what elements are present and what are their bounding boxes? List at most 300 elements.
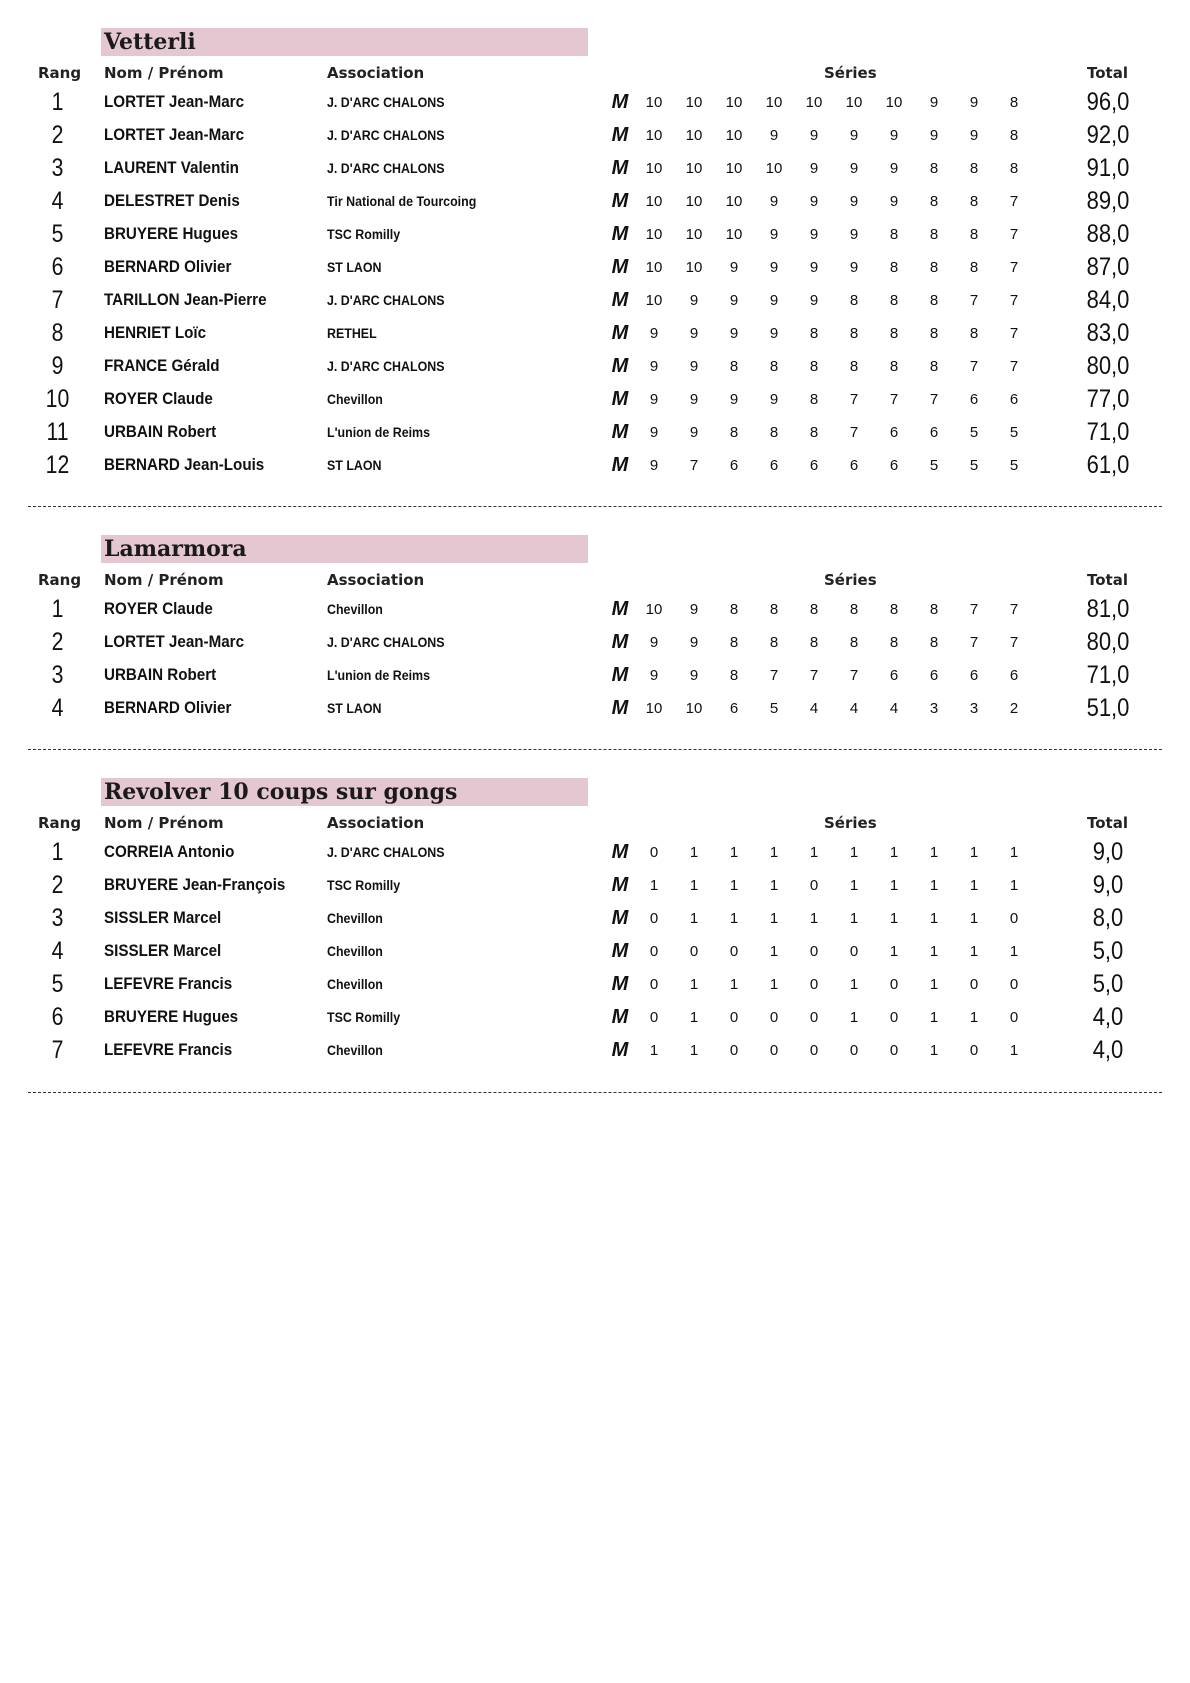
series-score: 8 [1009,127,1019,144]
total-cell: 87,0 [1086,253,1130,281]
series-score: 0 [1009,976,1019,993]
series-score: 1 [689,877,699,894]
header-rang: Rang [38,814,82,832]
shooter-name: HENRIET Loïc [104,324,207,342]
series-score: 1 [809,844,819,861]
series-score: 3 [969,700,979,717]
series-score: 8 [969,160,979,177]
series-score: 10 [645,127,663,144]
association-cell: L'union de Reims [327,668,431,683]
series-score: 10 [685,193,703,210]
rank-cell: 8 [51,319,64,347]
series-score: 1 [649,1042,659,1059]
category-cell: M [611,91,629,113]
series-score: 8 [849,358,859,375]
series-score: 8 [769,424,779,441]
header-total: Total [1087,64,1128,82]
table-row [0,284,1190,317]
rank-cell: 4 [51,187,64,215]
category-cell: M [611,322,629,344]
series-score: 0 [1009,910,1019,927]
series-score: 7 [1009,292,1019,309]
series-score: 10 [725,94,743,111]
series-score: 9 [729,259,739,276]
rank-cell: 5 [51,220,64,248]
series-score: 8 [729,601,739,618]
shooter-name: LEFEVRE Francis [104,975,233,993]
series-score: 8 [889,358,899,375]
series-score: 1 [689,976,699,993]
category-cell: M [611,697,629,719]
table-row [0,317,1190,350]
series-score: 1 [1009,877,1019,894]
series-score: 1 [969,943,979,960]
section-title: Vetterli [101,28,588,56]
association-cell: Chevillon [327,392,383,407]
series-score: 6 [769,457,779,474]
rank-cell: 11 [46,418,69,446]
series-score: 8 [929,634,939,651]
series-score: 1 [1009,844,1019,861]
series-score: 9 [769,292,779,309]
series-score: 1 [689,844,699,861]
series-score: 6 [889,667,899,684]
series-score: 6 [969,667,979,684]
series-score: 1 [649,877,659,894]
series-score: 1 [929,1009,939,1026]
series-score: 3 [929,700,939,717]
series-score: 0 [849,1042,859,1059]
category-cell: M [611,157,629,179]
section-separator [28,749,1162,750]
series-score: 9 [929,127,939,144]
series-score: 6 [889,457,899,474]
series-score: 9 [689,358,699,375]
category-cell: M [611,940,629,962]
section-title: Revolver 10 coups sur gongs [101,778,588,806]
series-score: 0 [769,1009,779,1026]
series-score: 9 [809,127,819,144]
rank-cell: 10 [45,385,70,413]
category-cell: M [611,874,629,896]
series-score: 0 [809,943,819,960]
series-score: 9 [849,127,859,144]
series-score: 1 [849,877,859,894]
rank-cell: 1 [51,595,64,623]
series-score: 9 [689,424,699,441]
category-cell: M [611,256,629,278]
series-score: 9 [729,391,739,408]
association-cell: TSC Romilly [327,1010,401,1025]
series-score: 8 [929,226,939,243]
series-score: 8 [969,193,979,210]
series-score: 0 [649,943,659,960]
series-score: 8 [929,325,939,342]
series-score: 10 [685,226,703,243]
series-score: 9 [929,94,939,111]
series-score: 7 [929,391,939,408]
rank-cell: 3 [51,904,64,932]
series-score: 8 [889,634,899,651]
series-score: 9 [849,193,859,210]
series-score: 1 [769,976,779,993]
category-cell: M [611,664,629,686]
header-series: Séries [824,571,877,589]
series-score: 0 [849,943,859,960]
header-rang: Rang [38,571,82,589]
series-score: 9 [809,292,819,309]
series-score: 7 [849,391,859,408]
series-score: 7 [849,424,859,441]
shooter-name: LORTET Jean-Marc [104,93,245,111]
series-score: 1 [849,844,859,861]
association-cell: RETHEL [327,326,377,341]
shooter-name: URBAIN Robert [104,423,217,441]
series-score: 10 [725,160,743,177]
series-score: 10 [685,160,703,177]
header-nom: Nom / Prénom [104,571,224,589]
series-score: 0 [689,943,699,960]
series-score: 10 [805,94,823,111]
series-score: 8 [769,358,779,375]
series-score: 7 [689,457,699,474]
series-score: 7 [969,601,979,618]
table-row [0,869,1190,902]
header-series: Séries [824,64,877,82]
table-row [0,902,1190,935]
header-association: Association [327,814,425,832]
series-score: 1 [929,910,939,927]
series-score: 0 [649,844,659,861]
series-score: 4 [889,700,899,717]
total-cell: 96,0 [1086,88,1130,116]
series-score: 9 [689,391,699,408]
series-score: 9 [649,424,659,441]
series-score: 9 [809,160,819,177]
series-score: 1 [969,844,979,861]
rank-cell: 1 [51,88,64,116]
header-rang: Rang [38,64,82,82]
total-cell: 80,0 [1086,352,1130,380]
rank-cell: 7 [51,1036,64,1064]
association-cell: Chevillon [327,944,383,959]
series-score: 1 [889,943,899,960]
category-cell: M [611,124,629,146]
series-score: 9 [649,325,659,342]
series-score: 9 [689,634,699,651]
rank-cell: 3 [51,661,64,689]
rank-cell: 2 [51,121,64,149]
series-score: 8 [1009,160,1019,177]
association-cell: ST LAON [327,260,382,275]
series-score: 9 [769,193,779,210]
table-row [0,692,1190,725]
category-cell: M [611,907,629,929]
series-score: 0 [809,1042,819,1059]
series-score: 0 [969,976,979,993]
total-cell: 88,0 [1086,220,1130,248]
table-row [0,935,1190,968]
shooter-name: CORREIA Antonio [104,843,235,861]
series-score: 7 [1009,358,1019,375]
series-score: 9 [889,193,899,210]
series-score: 6 [929,424,939,441]
series-score: 8 [969,226,979,243]
series-score: 2 [1009,700,1019,717]
series-score: 1 [969,877,979,894]
total-cell: 89,0 [1086,187,1130,215]
total-cell: 9,0 [1092,838,1124,866]
rank-cell: 9 [51,352,64,380]
series-score: 9 [769,325,779,342]
association-cell: ST LAON [327,701,382,716]
table-row [0,449,1190,482]
series-score: 5 [929,457,939,474]
series-score: 8 [1009,94,1019,111]
series-score: 6 [729,457,739,474]
shooter-name: LEFEVRE Francis [104,1041,233,1059]
category-cell: M [611,355,629,377]
category-cell: M [611,1039,629,1061]
series-score: 8 [769,634,779,651]
table-row [0,626,1190,659]
table-row [0,383,1190,416]
series-score: 6 [1009,391,1019,408]
series-score: 10 [685,259,703,276]
table-row [0,185,1190,218]
series-score: 8 [769,601,779,618]
rank-cell: 4 [51,694,64,722]
shooter-name: BRUYERE Hugues [104,225,239,243]
association-cell: J. D'ARC CHALONS [327,161,445,176]
series-score: 5 [1009,424,1019,441]
series-score: 1 [689,910,699,927]
series-score: 0 [809,1009,819,1026]
series-score: 9 [849,160,859,177]
series-score: 4 [809,700,819,717]
series-score: 9 [729,292,739,309]
shooter-name: BRUYERE Jean-François [104,876,286,894]
series-score: 1 [929,976,939,993]
series-score: 8 [809,601,819,618]
series-score: 1 [769,910,779,927]
table-row [0,836,1190,869]
series-score: 8 [849,325,859,342]
series-score: 8 [929,358,939,375]
series-score: 8 [889,601,899,618]
series-score: 9 [689,292,699,309]
series-score: 8 [809,634,819,651]
series-score: 1 [929,943,939,960]
series-score: 6 [729,700,739,717]
header-association: Association [327,64,425,82]
series-score: 8 [809,358,819,375]
association-cell: Chevillon [327,911,383,926]
association-cell: J. D'ARC CHALONS [327,128,445,143]
series-score: 9 [729,325,739,342]
series-score: 8 [849,601,859,618]
series-score: 5 [1009,457,1019,474]
series-score: 1 [1009,943,1019,960]
total-cell: 71,0 [1086,661,1130,689]
series-score: 9 [649,457,659,474]
series-score: 10 [645,700,663,717]
series-score: 9 [849,259,859,276]
series-score: 8 [889,259,899,276]
series-score: 8 [929,160,939,177]
series-score: 7 [1009,226,1019,243]
series-score: 8 [929,193,939,210]
shooter-name: BERNARD Olivier [104,699,232,717]
series-score: 1 [969,910,979,927]
series-score: 9 [769,226,779,243]
series-score: 7 [809,667,819,684]
total-cell: 84,0 [1086,286,1130,314]
series-score: 7 [969,358,979,375]
series-score: 8 [889,292,899,309]
series-score: 10 [645,259,663,276]
category-cell: M [611,631,629,653]
table-row [0,968,1190,1001]
series-score: 1 [689,1042,699,1059]
category-cell: M [611,289,629,311]
series-score: 1 [1009,1042,1019,1059]
series-score: 8 [849,292,859,309]
series-score: 1 [929,844,939,861]
series-score: 1 [849,976,859,993]
series-score: 1 [849,1009,859,1026]
series-score: 0 [809,976,819,993]
series-score: 10 [645,292,663,309]
series-score: 10 [645,601,663,618]
association-cell: ST LAON [327,458,382,473]
section-separator [28,1092,1162,1093]
series-score: 10 [885,94,903,111]
series-score: 9 [809,193,819,210]
association-cell: L'union de Reims [327,425,431,440]
series-score: 8 [809,391,819,408]
shooter-name: BERNARD Jean-Louis [104,456,265,474]
category-cell: M [611,841,629,863]
series-score: 10 [725,226,743,243]
association-cell: Tir National de Tourcoing [327,194,477,209]
shooter-name: BRUYERE Hugues [104,1008,239,1026]
series-score: 1 [729,877,739,894]
total-cell: 77,0 [1086,385,1130,413]
total-cell: 61,0 [1086,451,1130,479]
total-cell: 4,0 [1092,1003,1124,1031]
series-score: 8 [969,325,979,342]
series-score: 8 [929,292,939,309]
series-score: 8 [809,424,819,441]
series-score: 0 [649,1009,659,1026]
header-total: Total [1087,571,1128,589]
rank-cell: 12 [45,451,70,479]
total-cell: 4,0 [1092,1036,1124,1064]
series-score: 1 [729,910,739,927]
series-score: 0 [649,910,659,927]
series-score: 7 [1009,193,1019,210]
series-score: 0 [769,1042,779,1059]
series-score: 10 [645,193,663,210]
category-cell: M [611,223,629,245]
category-cell: M [611,598,629,620]
series-score: 1 [969,1009,979,1026]
series-score: 8 [929,601,939,618]
category-cell: M [611,388,629,410]
series-score: 7 [1009,601,1019,618]
table-row [0,1001,1190,1034]
series-score: 1 [769,877,779,894]
total-cell: 83,0 [1086,319,1130,347]
series-score: 8 [889,226,899,243]
rank-cell: 6 [51,253,64,281]
series-score: 9 [769,391,779,408]
series-score: 5 [969,457,979,474]
section-separator [28,506,1162,507]
table-row [0,416,1190,449]
series-score: 8 [929,259,939,276]
series-score: 9 [809,226,819,243]
category-cell: M [611,1006,629,1028]
results-table [0,593,1190,725]
series-score: 7 [969,634,979,651]
series-score: 9 [689,601,699,618]
series-score: 0 [729,1009,739,1026]
series-score: 0 [889,976,899,993]
series-score: 7 [1009,325,1019,342]
series-score: 10 [685,94,703,111]
section-title: Lamarmora [101,535,588,563]
series-score: 1 [809,910,819,927]
series-score: 1 [729,844,739,861]
series-score: 7 [969,292,979,309]
series-score: 10 [845,94,863,111]
association-cell: Chevillon [327,1043,383,1058]
series-score: 0 [889,1009,899,1026]
total-cell: 92,0 [1086,121,1130,149]
series-score: 0 [729,943,739,960]
series-score: 6 [889,424,899,441]
series-score: 0 [889,1042,899,1059]
table-row [0,152,1190,185]
series-score: 4 [849,700,859,717]
series-score: 0 [649,976,659,993]
series-score: 9 [649,358,659,375]
series-score: 8 [729,667,739,684]
series-score: 1 [929,1042,939,1059]
series-score: 0 [969,1042,979,1059]
series-score: 9 [889,160,899,177]
rank-cell: 1 [51,838,64,866]
shooter-name: SISSLER Marcel [104,909,222,927]
series-score: 9 [649,634,659,651]
shooter-name: TARILLON Jean-Pierre [104,291,267,309]
shooter-name: DELESTRET Denis [104,192,240,210]
shooter-name: BERNARD Olivier [104,258,232,276]
series-score: 6 [849,457,859,474]
association-cell: TSC Romilly [327,878,401,893]
series-score: 9 [969,127,979,144]
association-cell: J. D'ARC CHALONS [327,293,445,308]
series-score: 9 [809,259,819,276]
category-cell: M [611,454,629,476]
table-row [0,86,1190,119]
series-score: 7 [1009,259,1019,276]
total-cell: 71,0 [1086,418,1130,446]
series-score: 1 [889,877,899,894]
shooter-name: LORTET Jean-Marc [104,126,245,144]
